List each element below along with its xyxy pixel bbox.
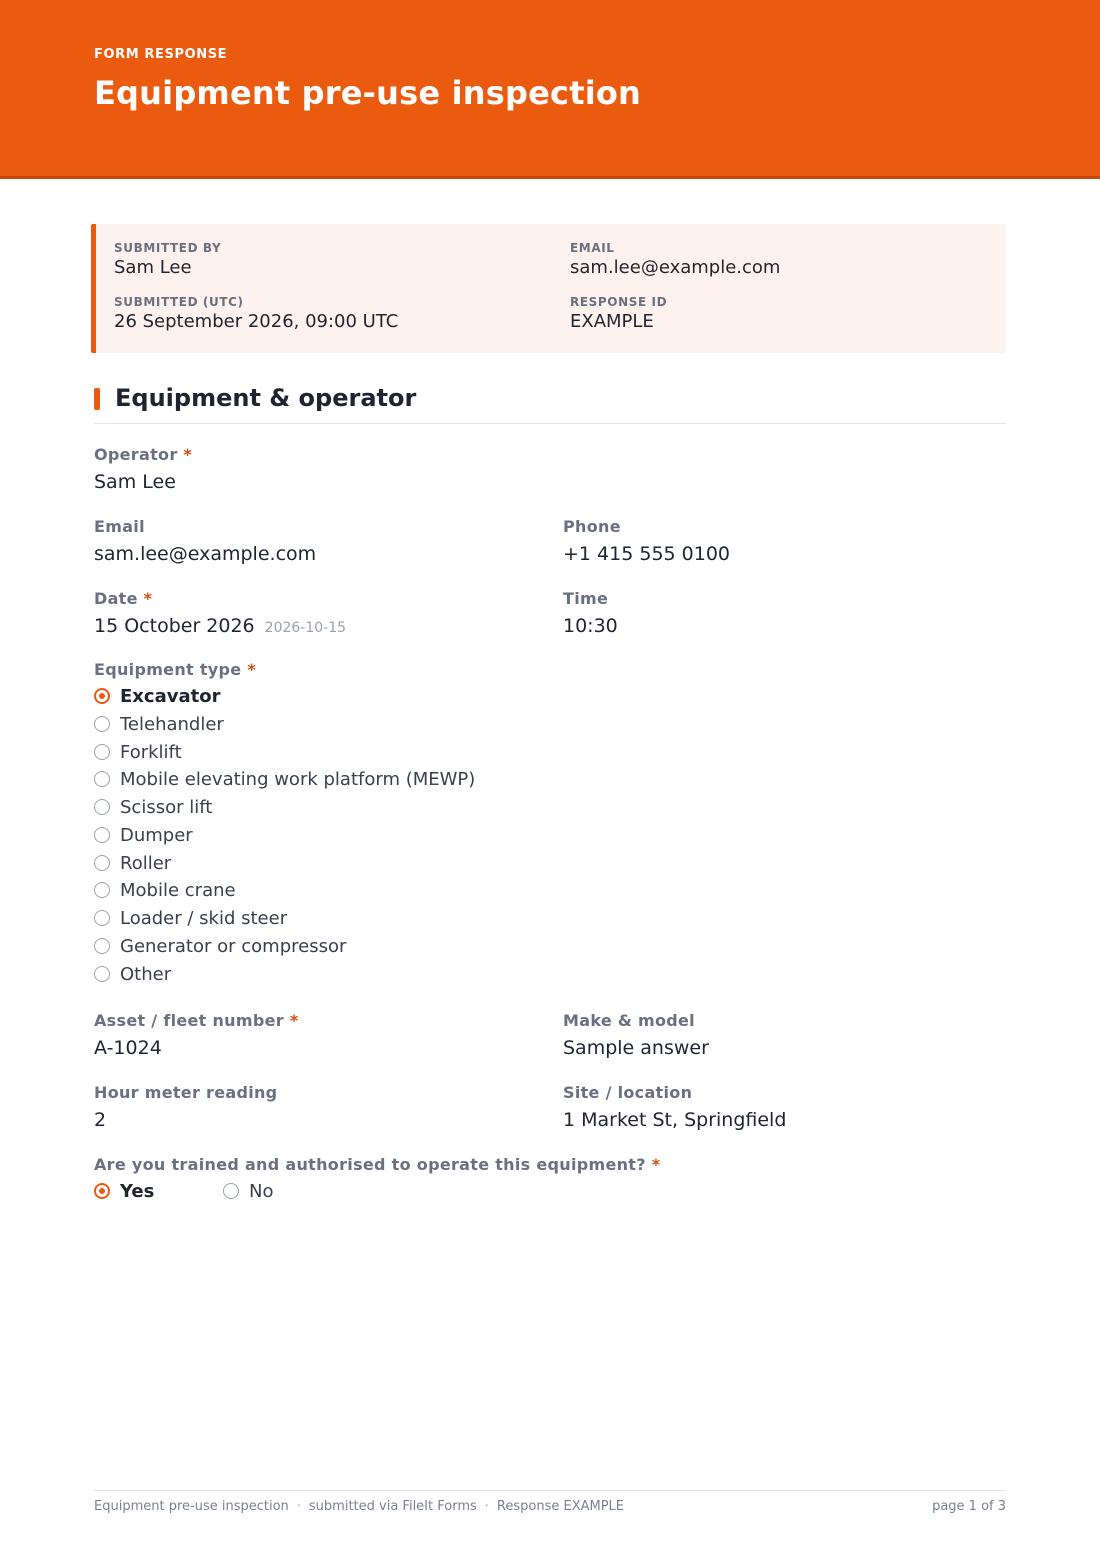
submitted-utc-cell	[114, 295, 398, 332]
required-marker: *	[247, 660, 256, 679]
email-label: Email	[94, 517, 145, 536]
equipment-option-mewp: Mobile elevating work platform (MEWP)	[94, 767, 475, 791]
page-footer	[94, 1490, 1006, 1514]
radio-empty-icon	[94, 716, 110, 732]
radio-empty-icon	[94, 966, 110, 982]
trained-label: Are you trained and authorised to operate this equipment? *	[94, 1155, 661, 1174]
equipment-option-loader: Loader / skid steer	[94, 906, 287, 930]
radio-selected-icon	[94, 688, 110, 704]
date-iso: 2026-10-15	[264, 620, 347, 636]
response-id-value: EXAMPLE	[570, 311, 654, 332]
email-cell	[570, 241, 780, 278]
hour-meter-value: 2	[94, 1109, 107, 1131]
meta-email-label: EMAIL	[570, 241, 615, 255]
submitted-utc-label: SUBMITTED (UTC)	[114, 295, 244, 309]
phone-label: Phone	[563, 517, 621, 536]
make-model-label: Make & model	[563, 1011, 695, 1030]
trained-option-yes: Yes	[94, 1179, 154, 1203]
required-marker: *	[651, 1155, 661, 1174]
radio-empty-icon	[94, 882, 110, 898]
time-label: Time	[563, 589, 609, 608]
phone-field	[563, 517, 730, 565]
equipment-option-forklift: Forklift	[94, 740, 182, 764]
radio-selected-icon	[94, 1183, 110, 1199]
equipment-option-mobile-crane: Mobile crane	[94, 878, 236, 902]
footer-separator: ·	[296, 1499, 301, 1514]
radio-empty-icon	[223, 1183, 239, 1199]
page-number: page 1 of 3	[932, 1499, 1006, 1514]
page-title: Equipment pre-use inspection	[94, 74, 642, 112]
header-banner	[0, 0, 1100, 179]
radio-empty-icon	[94, 910, 110, 926]
equipment-option-telehandler: Telehandler	[94, 712, 224, 736]
radio-empty-icon	[94, 827, 110, 843]
radio-empty-icon	[94, 771, 110, 787]
equipment-type-label: Equipment type *	[94, 660, 256, 679]
submission-meta-card	[91, 224, 1006, 353]
equipment-option-dumper: Dumper	[94, 823, 193, 847]
email-value: sam.lee@example.com	[94, 543, 317, 565]
submitted-by-cell	[114, 241, 221, 278]
submitted-by-value: Sam Lee	[114, 257, 192, 278]
time-value: 10:30	[563, 615, 618, 637]
operator-field	[94, 445, 192, 493]
radio-empty-icon	[94, 855, 110, 871]
footer-submitted-via: submitted via FileIt Forms	[308, 1499, 477, 1514]
equipment-option-roller: Roller	[94, 851, 171, 875]
required-marker: *	[289, 1011, 299, 1030]
radio-empty-icon	[94, 938, 110, 954]
time-field	[563, 589, 618, 637]
required-marker: *	[143, 589, 153, 608]
trained-field	[94, 1155, 660, 1174]
equipment-type-field	[94, 660, 256, 679]
date-value: 15 October 2026 2026-10-15	[94, 615, 347, 637]
operator-value: Sam Lee	[94, 471, 176, 493]
asset-number-value: A-1024	[94, 1037, 162, 1059]
email-field	[94, 517, 316, 565]
phone-value: +1 415 555 0100	[563, 543, 731, 565]
asset-number-field	[94, 1011, 298, 1059]
hour-meter-field	[94, 1083, 277, 1131]
section-accent-bar	[94, 388, 100, 410]
footer-info	[94, 1499, 624, 1514]
footer-response: Response EXAMPLE	[496, 1499, 624, 1514]
site-location-value: 1 Market St, Springfield	[563, 1109, 787, 1131]
date-field	[94, 589, 346, 637]
equipment-option-scissor-lift: Scissor lift	[94, 795, 212, 819]
equipment-option-other: Other	[94, 962, 171, 986]
radio-empty-icon	[94, 744, 110, 760]
hour-meter-label: Hour meter reading	[94, 1083, 278, 1102]
date-label: Date *	[94, 589, 153, 608]
meta-email-value: sam.lee@example.com	[570, 257, 781, 278]
form-response-eyebrow: FORM RESPONSE	[94, 47, 228, 62]
make-model-value: Sample answer	[563, 1037, 709, 1059]
section-heading	[94, 384, 1006, 424]
section-title: Equipment & operator	[115, 384, 417, 412]
response-id-cell	[570, 295, 667, 332]
site-location-field	[563, 1083, 786, 1131]
radio-empty-icon	[94, 799, 110, 815]
trained-option-no: No	[223, 1179, 273, 1203]
equipment-option-excavator: Excavator	[94, 684, 220, 708]
footer-form-name: Equipment pre-use inspection	[94, 1499, 289, 1514]
submitted-by-label: SUBMITTED BY	[114, 241, 222, 255]
operator-label: Operator *	[94, 445, 193, 464]
footer-separator: ·	[484, 1499, 489, 1514]
submitted-utc-value: 26 September 2026, 09:00 UTC	[114, 311, 399, 332]
make-model-field	[563, 1011, 709, 1059]
response-id-label: RESPONSE ID	[570, 295, 668, 309]
site-location-label: Site / location	[563, 1083, 693, 1102]
required-marker: *	[183, 445, 193, 464]
equipment-option-generator: Generator or compressor	[94, 934, 346, 958]
asset-number-label: Asset / fleet number *	[94, 1011, 299, 1030]
